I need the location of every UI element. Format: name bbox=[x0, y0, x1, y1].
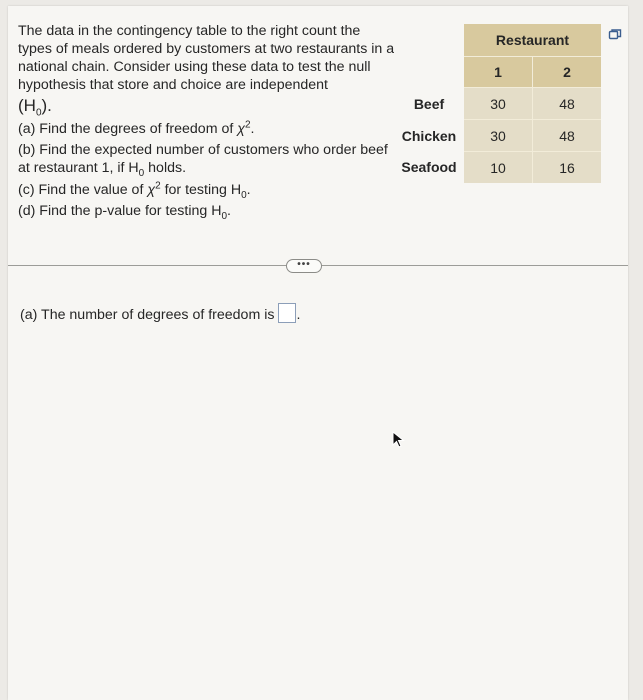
question-panel bbox=[8, 6, 628, 700]
row-label-beef: Beef bbox=[394, 88, 464, 120]
table-corner bbox=[394, 24, 464, 57]
part-d: (d) Find the p-value for testing $H_0$. bbox=[18, 203, 231, 222]
row-label-chicken: Chicken bbox=[394, 120, 464, 152]
restaurant-header: Restaurant bbox=[464, 24, 601, 57]
table-cell: 10 bbox=[464, 152, 533, 184]
copy-icon[interactable] bbox=[608, 28, 622, 42]
answer-prompt: (a) The number of degrees of freedom is bbox=[20, 307, 275, 323]
table-cell: 48 bbox=[533, 88, 602, 120]
table-row bbox=[394, 88, 601, 120]
table-row bbox=[394, 120, 601, 152]
table-row bbox=[394, 152, 601, 184]
question-prompt bbox=[18, 22, 398, 223]
table-cell: 48 bbox=[533, 120, 602, 152]
table-cell: 30 bbox=[464, 88, 533, 120]
table-cell: 16 bbox=[533, 152, 602, 184]
degrees-of-freedom-input[interactable] bbox=[278, 303, 296, 323]
table-cell: 30 bbox=[464, 120, 533, 152]
part-b: (b) Find the expected number of customers who order beef at restaurant 1, if $H_0$ holds. bbox=[18, 142, 388, 179]
expand-more-button[interactable]: ••• bbox=[286, 259, 322, 273]
row-label-seafood: Seafood bbox=[394, 152, 464, 184]
question-parts bbox=[18, 120, 398, 220]
column-header-2: 2 bbox=[533, 57, 602, 88]
table-corner-2 bbox=[394, 57, 464, 88]
column-header-1: 1 bbox=[464, 57, 533, 88]
answer-line: (a) The number of degrees of freedom is . bbox=[20, 303, 300, 325]
contingency-table bbox=[394, 24, 601, 183]
part-c: (c) Find the value of $\chi^2$ for testing $H_0$. bbox=[18, 180, 251, 201]
mouse-pointer-icon bbox=[392, 431, 406, 449]
null-hypothesis-label: $(H_0)$. bbox=[18, 96, 52, 119]
intro-text: The data in the contingency table to the right count the types of meals ordered by customers at two restaurants in a national chain. Consider using these data to test the null hypothesis that store and choice are independent bbox=[18, 23, 395, 93]
part-a: (a) Find the degrees of freedom of $\chi^2$. bbox=[18, 119, 255, 137]
